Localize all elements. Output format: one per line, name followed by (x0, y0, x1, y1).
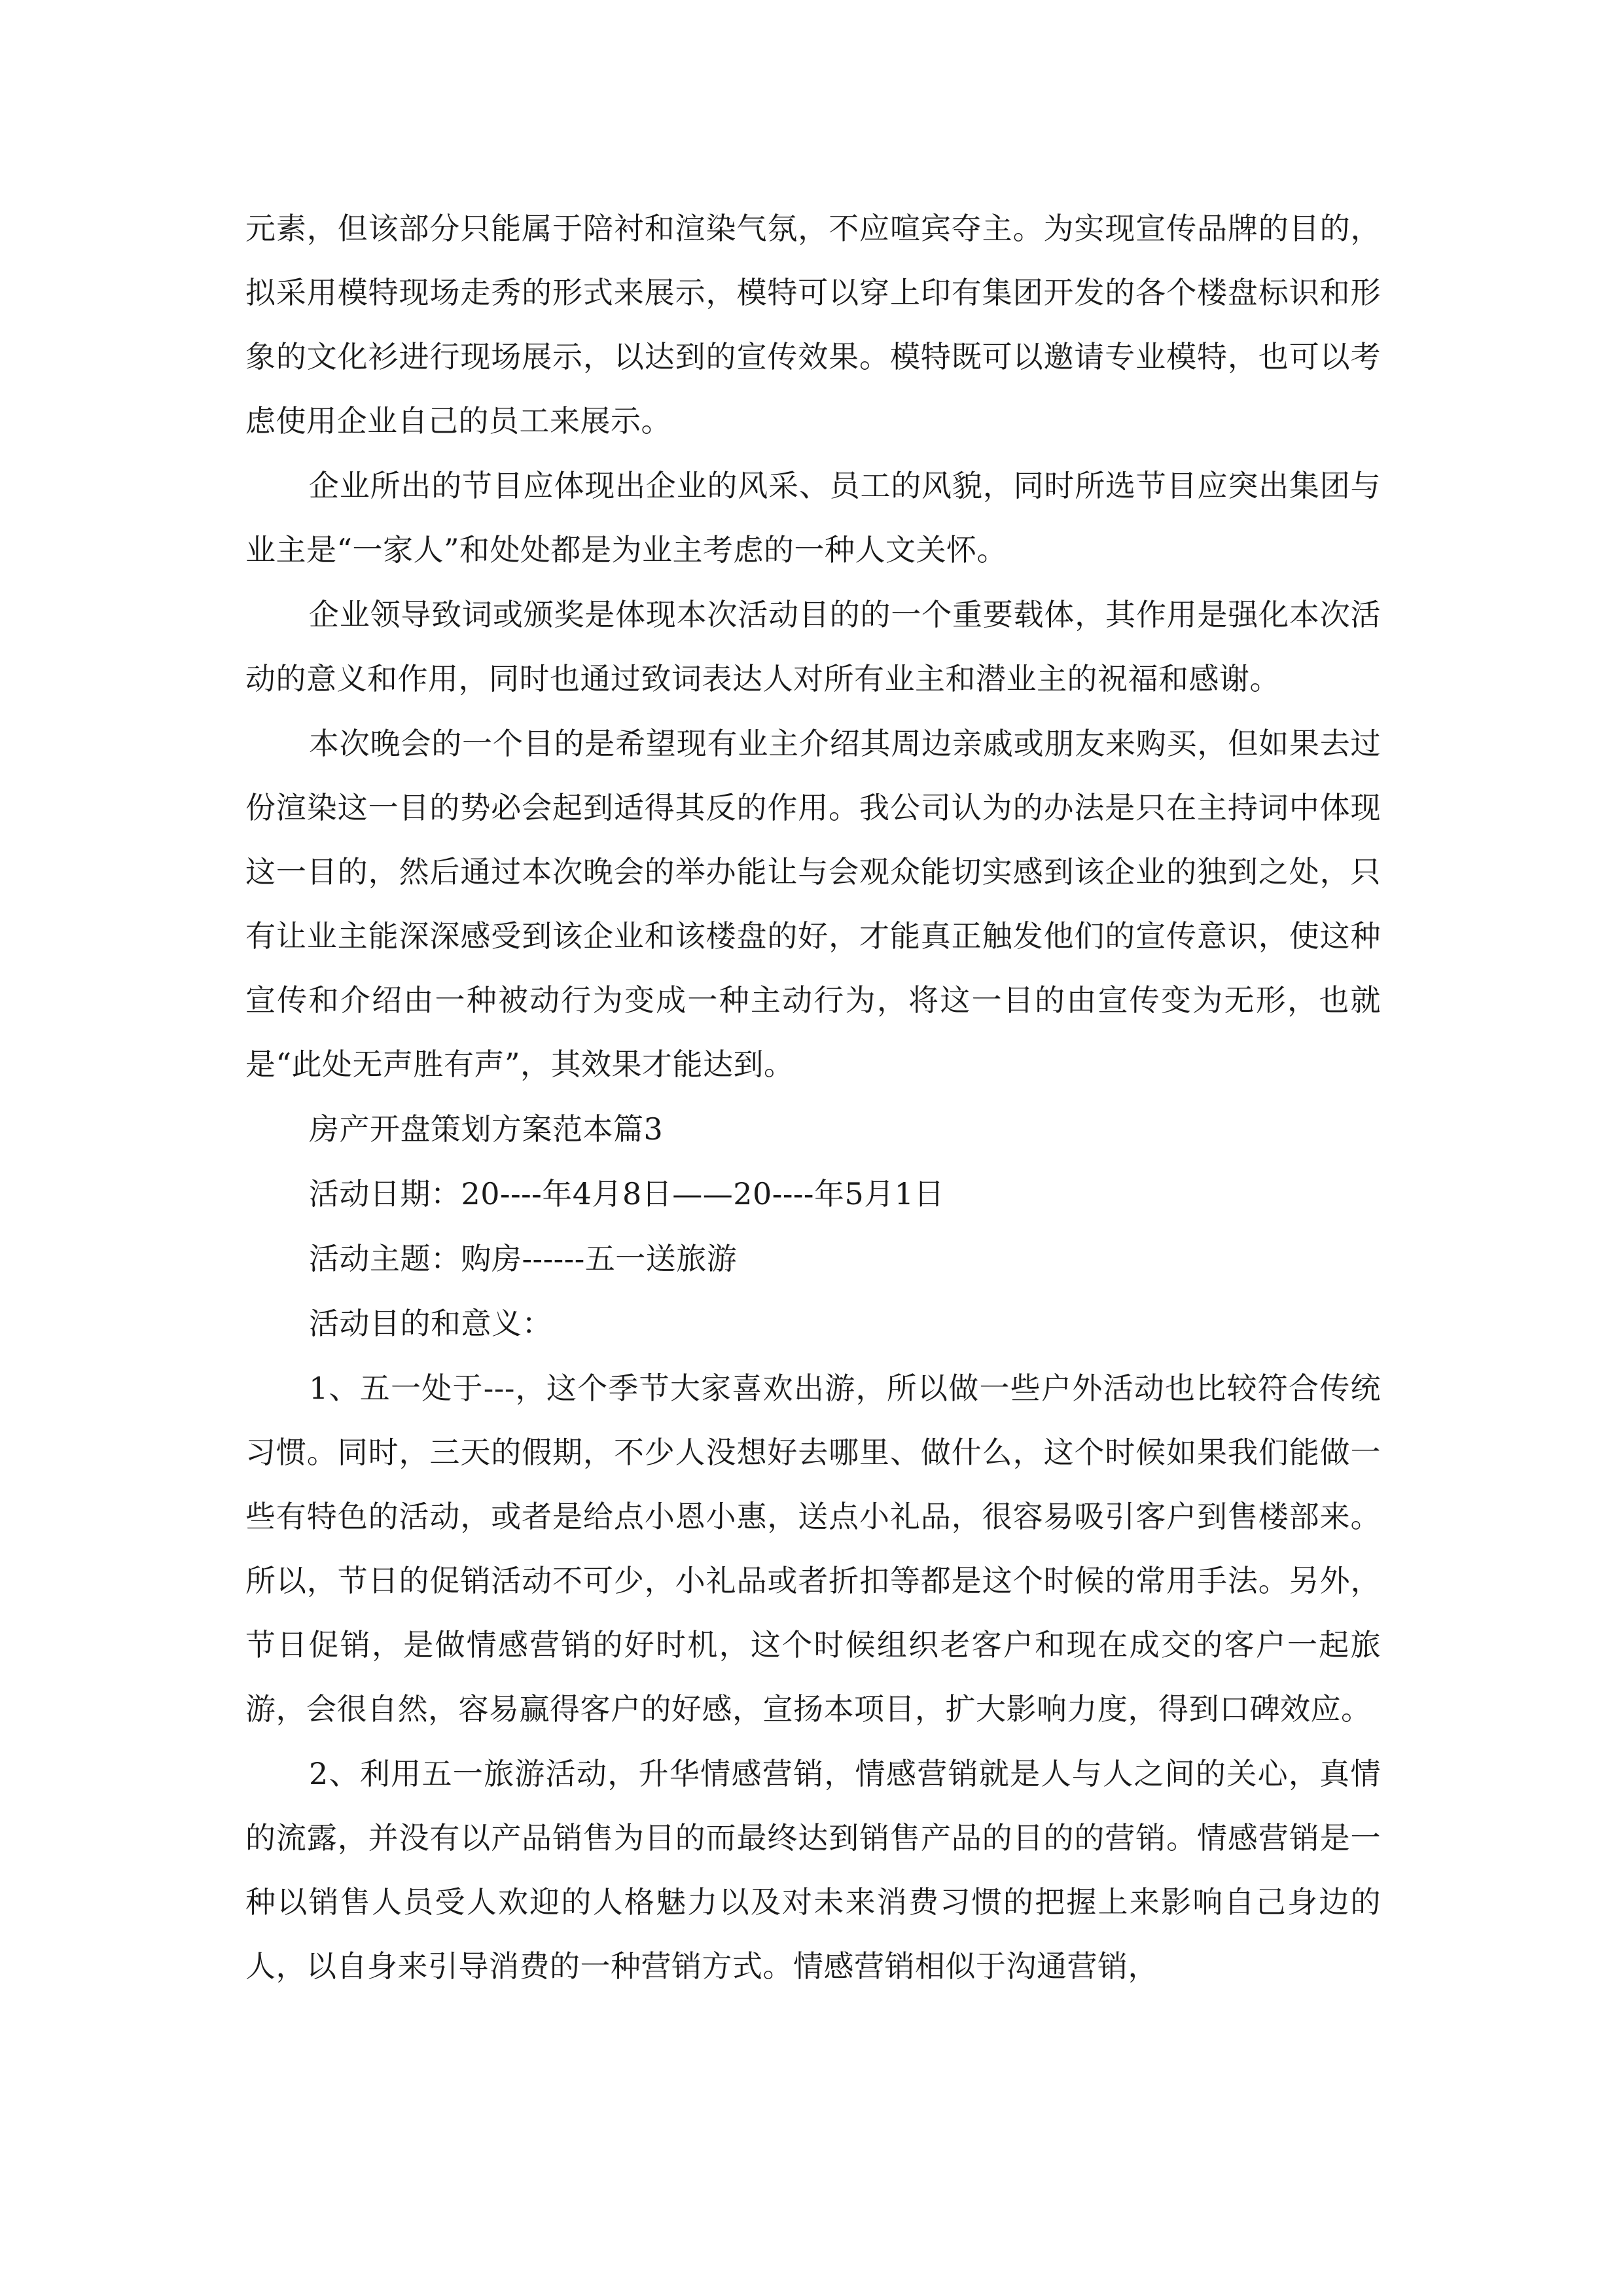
activity-purpose-heading: 活动目的和意义： (309, 1306, 552, 1341)
paragraph-point-1: 1、五一处于---，这个季节大家喜欢出游，所以做一些户外活动也比较符合传统习惯。同时，三天的假期，不少人没想好去哪里、做什么，这个时候如果我们能做一些有特色的活动，或者是给点小恩小惠，送点小礼品，很容易吸引客户到售楼部来。所以，节日的促销活动不可少，小礼品或者折扣等都是这个时候的常用手法。另外，节日促销，是做情感营销的好时机，这个时候组织老客户和现在成交的客户一起旅游，会很自然，容易赢得客户的好感，宣扬本项目，扩大影响力度，得到口碑效应。 (245, 1371, 1381, 1727)
paragraph-leader-speech: 企业领导致词或颁奖是体现本次活动目的的一个重要载体，其作用是强化本次活动的意义和作用，同时也通过致词表达人对所有业主和潜业主的祝福和感谢。 (245, 597, 1381, 696)
paragraph-company-program: 企业所出的节目应体现出企业的风采、员工的风貌，同时所选节目应突出集团与业主是“一家人”和处处都是为业主考虑的一种人文关怀。 (245, 468, 1381, 567)
paragraph-evening-purpose: 本次晚会的一个目的是希望现有业主介绍其周边亲戚或朋友来购买，但如果去过份渲染这一目的势必会起到适得其反的作用。我公司认为的办法是只在主持词中体现这一目的，然后通过本次晚会的举办能让与会观众能切实感到该企业的独到之处，只有让业主能深深感受到该企业和该楼盘的好，才能真正触发他们的宣传意识，使这种宣传和介绍由一种被动行为变成一种主动行为，将这一目的由宣传变为无形，也就是“此处无声胜有声”，其效果才能达到。 (245, 726, 1381, 1082)
activity-date: 活动日期：20----年4月8日——20----年5月1日 (309, 1176, 944, 1211)
document-body (245, 196, 1381, 1999)
paragraph-model-show: 元素，但该部分只能属于陪衬和渲染气氛，不应喧宾夺主。为实现宣传品牌的目的，拟采用模特现场走秀的形式来展示，模特可以穿上印有集团开发的各个楼盘标识和形象的文化衫进行现场展示，以达到的宣传效果。模特既可以邀请专业模特，也可以考虑使用企业自己的员工来展示。 (245, 211, 1381, 439)
paragraph-point-2: 2、利用五一旅游活动，升华情感营销，情感营销就是人与人之间的关心，真情的流露，并没有以产品销售为目的而最终达到销售产品的目的的营销。情感营销是一种以销售人员受人欢迎的人格魅力以及对未来消费习惯的把握上来影响自己身边的人，以自身来引导消费的一种营销方式。情感营销相似于沟通营销， (245, 1756, 1381, 1984)
section-heading: 房产开盘策划方案范本篇3 (309, 1111, 664, 1147)
activity-theme: 活动主题：购房------五一送旅游 (309, 1241, 738, 1276)
